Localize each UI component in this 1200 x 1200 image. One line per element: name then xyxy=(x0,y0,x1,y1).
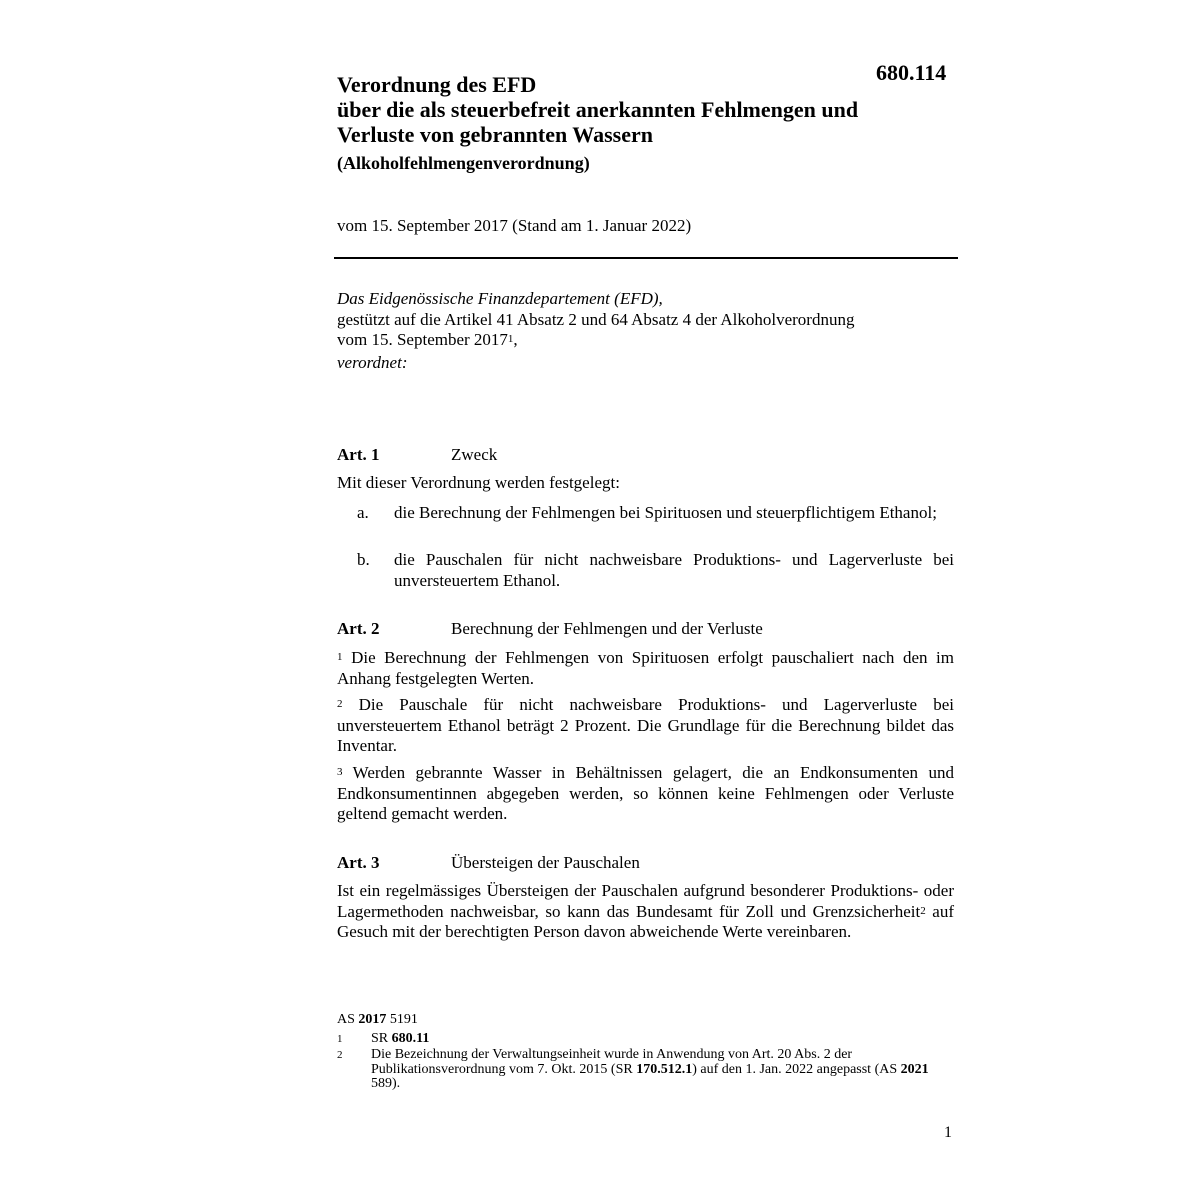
sr-number: 680.114 xyxy=(876,60,947,85)
preamble-decree: verordnet: xyxy=(337,352,408,372)
as-reference: AS 2017 5191 xyxy=(337,1012,418,1027)
footnote-mark: 1 xyxy=(337,1033,343,1045)
preamble-authority: Das Eidgenössische Finanzdepartement (EFD), xyxy=(337,289,663,308)
list-marker: a. xyxy=(357,503,369,522)
article-number: Art. 2 xyxy=(337,619,380,638)
footnote-ref-2[interactable]: 2 xyxy=(920,904,926,917)
article-3-header xyxy=(337,853,957,873)
list-marker: b. xyxy=(357,550,370,569)
article-number: Art. 1 xyxy=(337,445,380,464)
preamble-basis-line-2: vom 15. September 2017$^1$, xyxy=(337,330,518,349)
article-2-header xyxy=(337,619,957,639)
list-text: die Berechnung der Fehlmengen bei Spirituosen und steuerpflichtigem Ethanol; xyxy=(394,503,937,522)
footnote-mark: 2 xyxy=(337,1049,343,1061)
short-title: (Alkoholfehlmengenverordnung) xyxy=(337,153,590,173)
article-heading: Zweck xyxy=(451,445,498,464)
article-2-paragraph-2: $^2$ Die Pauschale für nicht nachweisbare Produktions- und Lagerverluste bei unversteuertem Ethanol beträgt 2 Prozent. Die Grundlage für die Berechnung bildet das Inventar. xyxy=(337,695,954,755)
article-1-header xyxy=(337,445,957,465)
article-2-paragraph-1: $^1$ Die Berechnung der Fehlmengen von Spirituosen erfolgt pauschaliert nach den im Anhang festgelegten Werten. xyxy=(337,648,954,688)
article-1-lead: Mit dieser Verordnung werden festgelegt: xyxy=(337,473,620,492)
list-item xyxy=(357,550,954,591)
article-number: Art. 3 xyxy=(337,853,380,872)
article-heading: Übersteigen der Pauschalen xyxy=(451,853,640,872)
header-divider xyxy=(334,257,958,259)
title-line-2: über die als steuerbefreit anerkannten Fehlmengen und xyxy=(337,97,859,122)
article-2-paragraph-3: $^3$ Werden gebrannte Wasser in Behältnissen gelagert, die an Endkonsumenten und Endkonsumentinnen abgegeben werden, so können keine Fehlmengen oder Verluste geltend gemacht werden. xyxy=(337,763,954,823)
preamble-basis-line-1: gestützt auf die Artikel 41 Absatz 2 und 64 Absatz 4 der Alkoholverordnung xyxy=(337,309,855,329)
footnote-1: 1 SR 680.11 xyxy=(337,1031,430,1046)
title-line-1: Verordnung des EFD xyxy=(337,72,537,97)
title-line-3: Verluste von gebrannten Wassern xyxy=(337,122,653,147)
preamble xyxy=(337,289,957,373)
footnote-2: 2 Die Bezeichnung der Verwaltungseinheit wurde in Anwendung von Art. 20 Abs. 2 der Publikationsverordnung vom 7. Okt. 2015 (SR 170.512.1) auf den 1. Jan. 2022 angepasst (AS 2021 589). xyxy=(337,1047,929,1091)
article-3-text: Ist ein regelmässiges Übersteigen der Pauschalen aufgrund besonderer Produktions- oder Lagermethoden nachweisbar, so kann das Bundesamt für Zoll und Grenzsicherheit$^2$ auf Gesuch mit der berechtigten Person davon abweichende Werte vereinbaren. xyxy=(337,881,954,941)
paragraph-number: 3 xyxy=(337,766,343,778)
footnote-ref-1[interactable]: 1 xyxy=(507,333,514,345)
list-item xyxy=(357,503,954,524)
document-title xyxy=(337,72,957,147)
list-text: die Pauschalen für nicht nachweisbare Produktions- und Lagerverluste bei unversteuertem Ethanol. xyxy=(394,550,954,590)
paragraph-number: 1 xyxy=(337,651,343,663)
date-line: vom 15. September 2017 (Stand am 1. Januar 2022) xyxy=(337,216,692,235)
article-heading: Berechnung der Fehlmengen und der Verluste xyxy=(451,619,763,638)
paragraph-number: 2 xyxy=(337,698,343,710)
page-number: 1 xyxy=(944,1124,952,1141)
